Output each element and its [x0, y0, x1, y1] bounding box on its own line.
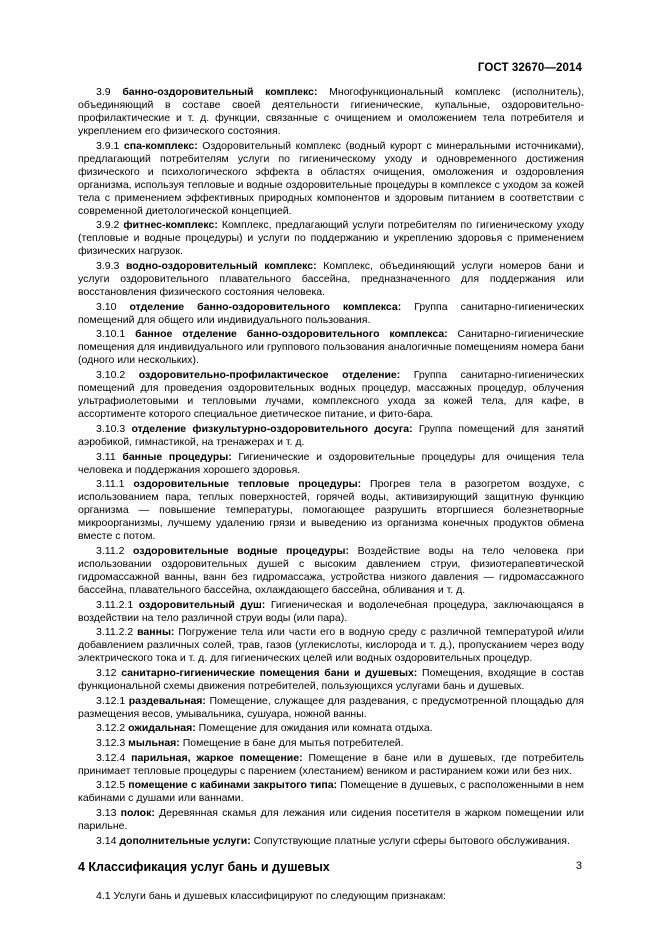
defined-term: водно-оздоровительный комплекс:: [125, 260, 317, 273]
definition-paragraph: [78, 451, 584, 477]
definition-paragraph: [78, 423, 584, 449]
definition-text: Помещение в бане или в душевых, где потребитель принимает тепловые процедуры с парением (хлестанием) веником и растиранием кожи или без них.: [78, 751, 584, 777]
definition-text: Помещения, входящие в состав функциональной схемы движения потребителей, пользующихся услугами бань и душевых.: [78, 666, 584, 692]
definitions-list: [78, 86, 584, 848]
page-number: 3: [575, 860, 582, 872]
defined-term: дополнительные услуги:: [119, 834, 251, 847]
clause-number: 3.10.2: [96, 369, 126, 382]
definition-paragraph: [78, 779, 584, 805]
definition-paragraph: [78, 369, 584, 421]
definition-text: Группа санитарно-гигиенических помещений для общего или индивидуального пользования.: [78, 300, 584, 326]
definition-text: Сопутствующие платные услуги сферы бытового обслуживания.: [250, 834, 570, 847]
clause-number: 3.12.4: [96, 751, 126, 764]
defined-term: банные процедуры:: [122, 450, 232, 463]
clause-number: 3.11.2.2: [96, 626, 134, 639]
definition-text: Воздействие воды на тело человека при использовании оздоровительных душей с высоким давлением струи, физиотерапевтической гидромассажной ванны, ванн без гидромассажа, устройства низкого давления — гидромассажного бассейна, плавательного бассейна, охлаждающего бассейна, обливания и т. д.: [78, 544, 584, 596]
section-intro-paragraph: 4.1 Услуги бань и душевых классифицируют по следующим признакам:: [96, 889, 446, 902]
clause-number: 3.12.5: [96, 779, 126, 792]
definition-text: Комплекс, объединяющий услуги номеров бани и услуги оздоровительного плавательного бассейна, предназначенного для поддержания или восстановления физического состояния человека.: [78, 260, 584, 299]
definition-text: Гигиенические и оздоровительные процедуры для очищения тела человека и поддержания хорошего здоровья.: [78, 450, 584, 476]
clause-number: 3.11.2.1: [96, 598, 134, 611]
definition-paragraph: [78, 722, 584, 735]
clause-number: 3.10.1: [96, 328, 126, 341]
section-heading: 4 Классификация услуг бань и душевых: [78, 859, 330, 874]
definition-paragraph: [78, 807, 584, 833]
definition-text: Помещение для ожидания или комната отдыха.: [195, 722, 433, 735]
document-body: [78, 86, 584, 904]
defined-term: отделение банно-оздоровительного комплекса:: [129, 300, 402, 313]
defined-term: помещение с кабинами закрытого типа:: [128, 779, 338, 792]
clause-number: 3.9.1: [96, 139, 120, 152]
definition-text: Группа помещений для занятий аэробикой, гимнастикой, на тренажерах и т. д.: [78, 422, 584, 448]
clause-number: 3.9.2: [96, 219, 120, 232]
definition-paragraph: [78, 478, 584, 543]
clause-number: 3.12.1: [96, 694, 126, 707]
definition-paragraph: [78, 140, 584, 218]
clause-number: 3.10.3: [96, 422, 126, 435]
definition-text: Деревянная скамья для лежания или сидения посетителя в жарком помещении или парильне.: [78, 807, 584, 833]
defined-term: оздоровительные тепловые процедуры:: [133, 478, 362, 491]
clause-number: 3.9: [96, 86, 111, 98]
defined-term: ожидальная:: [128, 722, 196, 735]
definition-paragraph: [78, 301, 584, 327]
defined-term: мыльная:: [128, 737, 180, 749]
definition-paragraph: [78, 599, 584, 625]
defined-term: парильная, жаркое помещение:: [131, 751, 303, 764]
clause-number: 3.9.3: [96, 260, 120, 273]
clause-number: 3.11: [96, 450, 116, 463]
defined-term: раздевальная:: [128, 694, 206, 707]
defined-term: спа-комплекс:: [123, 139, 198, 152]
definition-paragraph: [78, 667, 584, 693]
definition-paragraph: [78, 695, 584, 721]
definition-paragraph: [78, 835, 584, 848]
defined-term: ванны:: [137, 626, 175, 639]
clause-number: 3.14: [96, 834, 117, 847]
definition-text: Помещение, служащее для раздевания, с предусмотренной площадью для размещения весов, умывальника, сушуара, ножной ванны.: [78, 694, 584, 720]
definition-paragraph: [78, 219, 584, 258]
definition-paragraph: [78, 752, 584, 778]
defined-term: банно-оздоровительный комплекс:: [122, 86, 318, 98]
clause-number: 3.13: [96, 807, 117, 820]
clause-number: 3.12.2: [96, 722, 126, 735]
clause-number: 3.11.1: [96, 478, 125, 491]
standard-header: ГОСТ 32670—2014: [477, 62, 582, 74]
definition-paragraph: [78, 260, 584, 299]
defined-term: оздоровительный душ:: [138, 598, 266, 611]
defined-term: банное отделение банно-оздоровительного комплекса:: [135, 328, 448, 341]
clause-number: 3.11.2: [96, 544, 125, 557]
definition-text: Санитарно-гигиенические помещения для индивидуального или группового пользования аналогичные помещениям номера бани (одного или нескольких).: [78, 328, 584, 367]
clause-number: 3.12.3: [96, 737, 126, 749]
definition-text: Комплекс, предлагающий услуги потребителям по гигиеническому уходу (тепловые и водные процедуры) и услуги по поддержанию и укреплению здоровья с применением физических нагрузок.: [78, 219, 585, 258]
definition-text: Помещение в душевых, с расположенными в нем кабинами с душами или ваннами.: [78, 779, 584, 805]
definition-paragraph: [78, 545, 584, 597]
definition-paragraph: [78, 626, 584, 665]
definition-text: Погружение тела или части его в водную среду с различной температурой и/или добавлением различных солей, трав, газов (углекислоты, кислорода и т. д.), пропусканием через воду электрического тока и т. д. для гигиенических целей или водных оздоровительных процедур.: [78, 626, 584, 665]
defined-term: санитарно-гигиенические помещения бани и душевых:: [121, 666, 418, 679]
definition-text: Прогрев тела в разогретом воздухе, с использованием пара, теплых поверхностей, горячей воды, активизирующий защитную функцию организма — повышение температуры, помогающее разрушить вторгшиеся болезнетворные микроорганизмы, лучшему удалению грязи и выведению из организма конечных продуктов обмена вместе с потом.: [78, 478, 584, 543]
definition-text: Гигиеническая и водолечебная процедура, заключающаяся в воздействии на тело различной струи воды (или пара).: [78, 598, 585, 624]
definition-paragraph: [78, 328, 584, 367]
defined-term: оздоровительно-профилактическое отделение:: [138, 369, 401, 382]
clause-number: 3.12: [96, 666, 117, 679]
definition-text: Оздоровительный комплекс (водный курорт с минеральными источниками), предлагающий потребителям услуги по гигиеническому уходу и одновременного достижения физического и психологического эффекта в областях очищения, омоложения и оздоровления организма, используя тепловые и водные оздоровительные процедуры в комплексе с уходом за кожей тела с применением эффективных природных компонентов и здоровым питанием в соответствии с современной диетологической концепцией.: [78, 139, 584, 217]
definition-text: Многофункциональный комплекс (исполнитель), объединяющий в составе своей деятельности гигиенические, купальные, оздоровительно-профилактические и т. д. функции, связанные с очищением и омоложением тела потребителя и укреплением его физического состояния.: [78, 86, 584, 137]
defined-term: полок:: [120, 807, 155, 820]
definition-text: Группа санитарно-гигиенических помещений для проведения оздоровительных водных процедур, массажных процедур, облучения ультрафиолетовыми и тепловыми лучами, комплексного ухода за кожей тела, для кафе, в ассортименте которого специальное диетическое питание, и фито-бара.: [78, 369, 584, 421]
defined-term: оздоровительные водные процедуры:: [133, 544, 349, 557]
definition-text: Помещение в бане для мытья потребителей.: [179, 737, 404, 749]
definition-paragraph: [78, 737, 584, 750]
clause-number: 3.10: [96, 300, 117, 313]
defined-term: отделение физкультурно-оздоровительного досуга:: [131, 422, 413, 435]
defined-term: фитнес-комплекс:: [123, 219, 218, 232]
definition-paragraph: [78, 86, 584, 138]
